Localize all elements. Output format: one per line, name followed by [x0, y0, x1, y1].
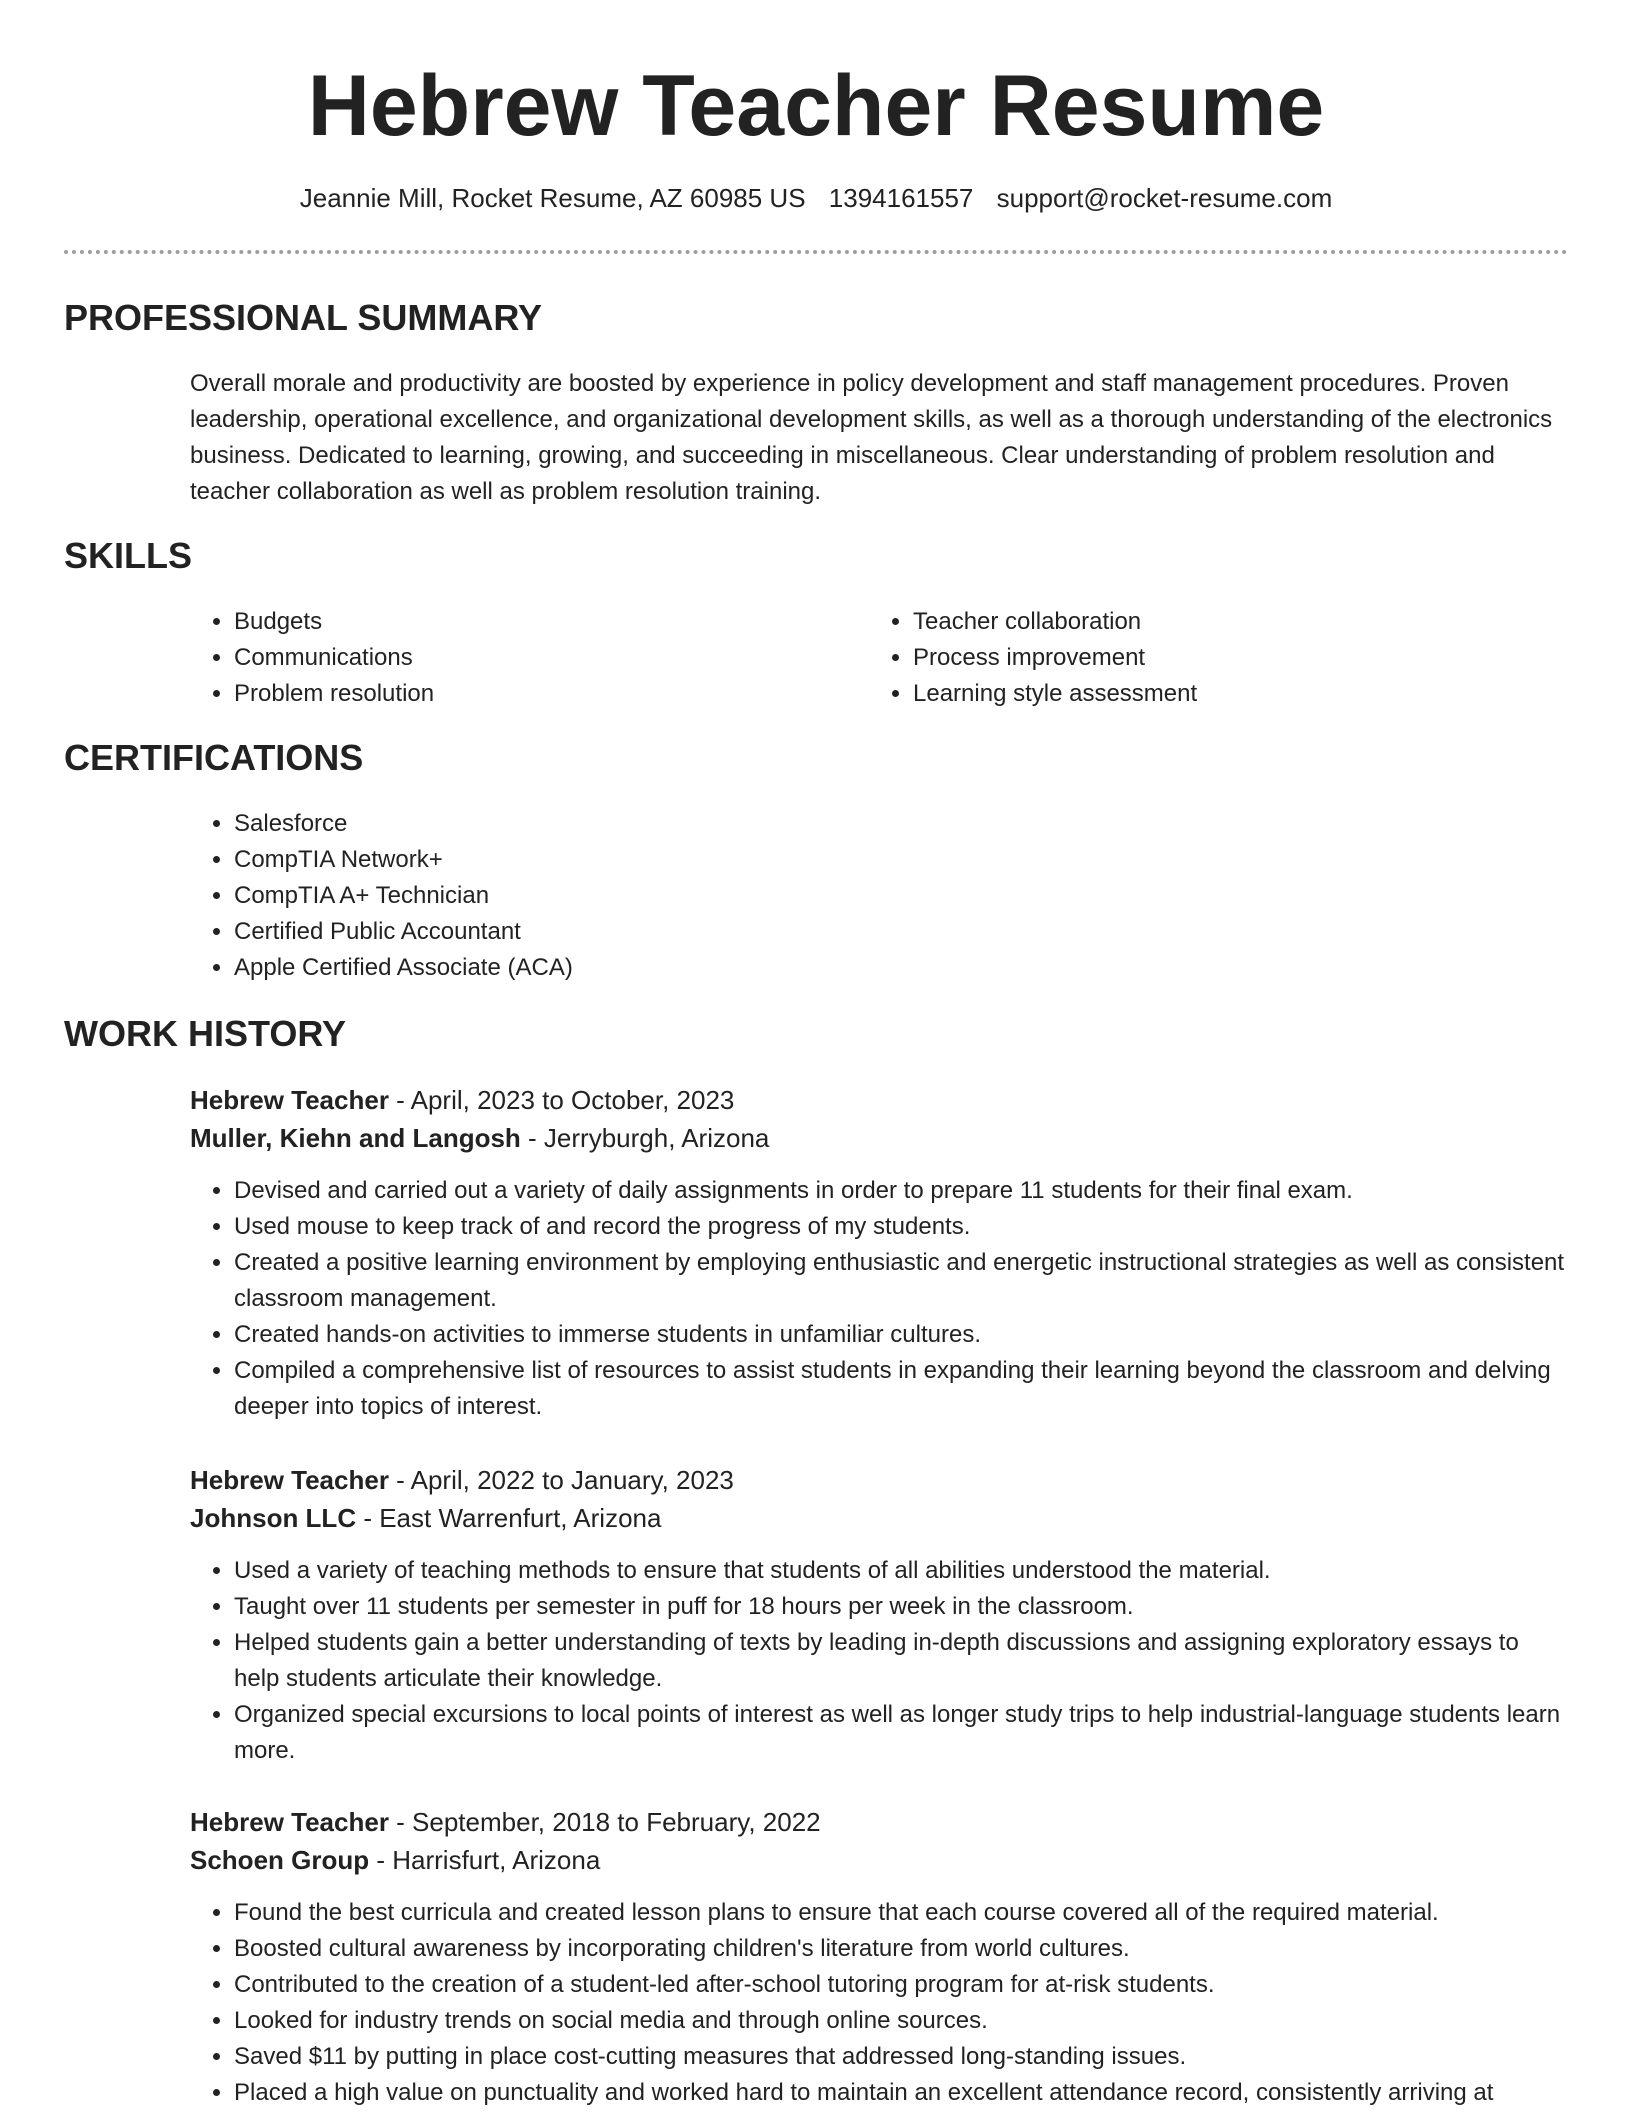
job-bullet: • Created a positive learning environment by employing enthusiastic and energetic instructional strategies as well as consistent classroom management.: [234, 1245, 1570, 1317]
job-separator: -: [520, 1123, 544, 1153]
job-title: Hebrew Teacher: [190, 1807, 389, 1837]
job-separator: -: [388, 1465, 411, 1495]
certification-item: • CompTIA Network+: [234, 842, 573, 878]
job-company-line: [190, 1499, 1570, 1537]
job-bullet: • Contributed to the creation of a student-led after-school tutoring program for at-risk students.: [234, 1967, 1570, 2003]
job-bullet: • Placed a high value on punctuality and worked hard to maintain an excellent attendance record, consistently arriving at: [234, 2075, 1570, 2111]
job-bullet: • Used mouse to keep track of and record the progress of my students.: [234, 1209, 1570, 1245]
job-separator: -: [388, 1085, 411, 1115]
skills-list-left: [190, 604, 434, 712]
skills-column-left: [190, 604, 434, 712]
job-entry: [190, 1461, 1570, 1769]
job-entry: [190, 1803, 1570, 2111]
skills-column-right: [869, 604, 1197, 712]
skills-list-right: [869, 604, 1197, 712]
job-bullet: • Found the best curricula and created lesson plans to ensure that each course covered all of the required material.: [234, 1895, 1570, 1931]
job-dates: April, 2023 to October, 2023: [410, 1085, 735, 1115]
job-bullet: • Saved $11 by putting in place cost-cutting measures that addressed long-standing issues.: [234, 2039, 1570, 2075]
skills-heading: SKILLS: [64, 535, 193, 576]
job-title-line: [190, 1803, 1570, 1841]
job-bullet: • Compiled a comprehensive list of resources to assist students in expanding their learning beyond the classroom and delving deeper into topics of interest.: [234, 1353, 1570, 1425]
job-bullet: • Organized special excursions to local points of interest as well as longer study trips to help industrial-language students learn more.: [234, 1697, 1570, 1769]
job-dates: September, 2018 to February, 2022: [412, 1807, 821, 1837]
job-location: Harrisfurt, Arizona: [392, 1845, 601, 1875]
work-history-heading: WORK HISTORY: [64, 1013, 347, 1054]
job-bullet: • Used a variety of teaching methods to ensure that students of all abilities understood the material.: [234, 1553, 1570, 1589]
job-bullet: • Boosted cultural awareness by incorporating children's literature from world cultures.: [234, 1931, 1570, 1967]
job-bullet: • Taught over 11 students per semester in puff for 18 hours per week in the classroom.: [234, 1589, 1570, 1625]
job-company: Schoen Group: [190, 1845, 370, 1875]
job-company-line: [190, 1119, 1570, 1157]
contact-line: [0, 180, 1632, 216]
job-separator: -: [356, 1503, 380, 1533]
job-bullet: • Looked for industry trends on social media and through online sources.: [234, 2003, 1570, 2039]
job-title-line: [190, 1081, 1570, 1119]
certifications-heading: CERTIFICATIONS: [64, 737, 364, 778]
job-bullets: [190, 1173, 1570, 1425]
job-bullets: [190, 1895, 1570, 2111]
summary-text: Overall morale and productivity are boosted by experience in policy development and staff management procedures. Proven leadership, operational excellence, and organizational development skills, as well as a thorough understanding of the electronics business. Dedicated to learning, growing, and succeeding in miscellaneous. Clear understanding of problem resolution and teacher collaboration as well as problem resolution training.: [190, 370, 1553, 505]
job-company-line: [190, 1841, 1570, 1879]
job-bullets: [190, 1553, 1570, 1769]
contact-phone: 1394161557: [828, 183, 974, 213]
job-location: East Warrenfurt, Arizona: [379, 1503, 662, 1533]
job-bullet: • Created hands-on activities to immerse students in unfamiliar cultures.: [234, 1317, 1570, 1353]
certification-item: • Certified Public Accountant: [234, 914, 573, 950]
job-dates: April, 2022 to January, 2023: [410, 1465, 734, 1495]
header-divider: [64, 250, 1568, 254]
certifications-block: [190, 806, 573, 986]
job-title: Hebrew Teacher: [190, 1085, 389, 1115]
job-separator: -: [369, 1845, 393, 1875]
certifications-list: [190, 806, 573, 986]
skill-item: • Learning style assessment: [913, 676, 1197, 712]
job-entry: [190, 1081, 1570, 1425]
job-separator: -: [388, 1807, 413, 1837]
resume-title: Hebrew Teacher Resume: [307, 58, 1325, 154]
job-bullet: • Devised and carried out a variety of daily assignments in order to prepare 11 students for their final exam.: [234, 1173, 1570, 1209]
contact-email: support@rocket-resume.com: [996, 183, 1333, 213]
skill-item: • Process improvement: [913, 640, 1197, 676]
skill-item: • Problem resolution: [234, 676, 434, 712]
job-company: Johnson LLC: [190, 1503, 357, 1533]
skill-item: • Communications: [234, 640, 434, 676]
skill-item: • Budgets: [234, 604, 434, 640]
job-title-line: [190, 1461, 1570, 1499]
job-company: Muller, Kiehn and Langosh: [190, 1123, 521, 1153]
job-title: Hebrew Teacher: [190, 1465, 389, 1495]
skill-item: • Teacher collaboration: [913, 604, 1197, 640]
certification-item: • Apple Certified Associate (ACA): [234, 950, 573, 986]
certification-item: • Salesforce: [234, 806, 573, 842]
certification-item: • CompTIA A+ Technician: [234, 878, 573, 914]
contact-address: Jeannie Mill, Rocket Resume, AZ 60985 US: [299, 183, 806, 213]
summary-heading: PROFESSIONAL SUMMARY: [64, 297, 543, 338]
job-location: Jerryburgh, Arizona: [543, 1123, 770, 1153]
job-bullet: • Helped students gain a better understanding of texts by leading in-depth discussions and assigning exploratory essays to help students articulate their knowledge.: [234, 1625, 1570, 1697]
